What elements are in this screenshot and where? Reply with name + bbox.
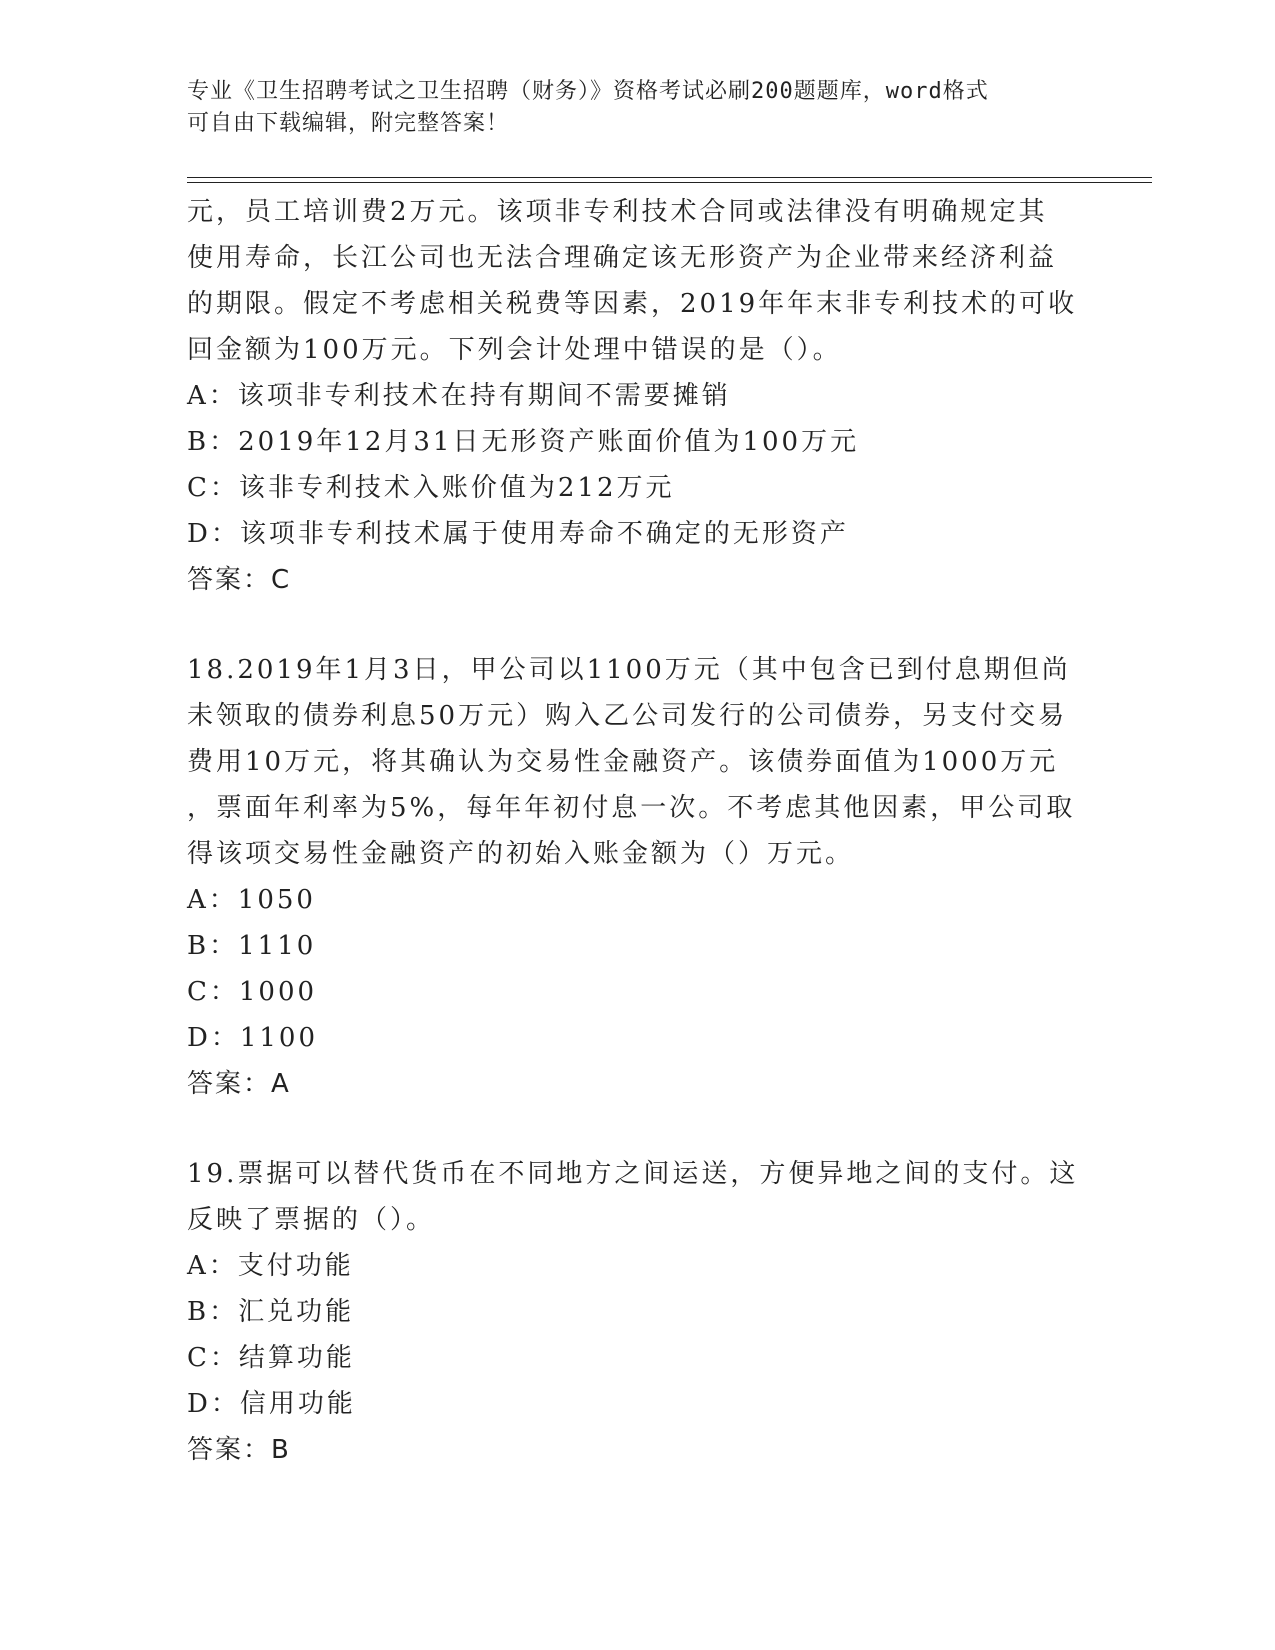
question-19-option-a: A：支付功能: [187, 1251, 354, 1281]
header-title-line-2: 可自由下载编辑，附完整答案！: [187, 111, 510, 136]
question-18-option-d: D：1100: [187, 1023, 319, 1053]
question-18-line-3: 费用10万元，将其确认为交易性金融资产。该债券面值为1000万元: [187, 747, 1059, 777]
question-17: [187, 189, 1087, 603]
question-18-answer: 答案：A: [187, 1069, 291, 1099]
question-19-line-1: 19.票据可以替代货币在不同地方之间运送，方便异地之间的支付。这: [187, 1159, 1079, 1189]
question-19: [187, 1151, 1087, 1473]
header-title-line-1: 专业《卫生招聘考试之卫生招聘（财务）》资格考试必刷200题题库，word格式: [187, 79, 989, 104]
question-17-line-4: 回金额为100万元。下列会计处理中错误的是（）。: [187, 335, 842, 365]
question-17-answer: 答案：C: [187, 565, 292, 595]
question-19-option-c: C：结算功能: [187, 1343, 355, 1373]
document-body: [187, 189, 1087, 1473]
header-divider-top: [187, 177, 1152, 178]
question-17-option-b: B：2019年12月31日无形资产账面价值为100万元: [187, 427, 860, 457]
page-header: [187, 76, 1087, 140]
question-17-option-d: D：该项非专利技术属于使用寿命不确定的无形资产: [187, 519, 849, 549]
question-19-option-d: D：信用功能: [187, 1389, 356, 1419]
question-17-line-1: 元，员工培训费2万元。该项非专利技术合同或法律没有明确规定其: [187, 197, 1048, 227]
question-18-line-5: 得该项交易性金融资产的初始入账金额为（）万元。: [187, 839, 855, 869]
question-19-answer: 答案：B: [187, 1435, 291, 1465]
question-18-line-2: 未领取的债券利息50万元）购入乙公司发行的公司债券，另支付交易: [187, 701, 1068, 731]
question-17-line-3: 的期限。假定不考虑相关税费等因素，2019年年末非专利技术的可收: [187, 289, 1078, 319]
header-divider-bottom: [187, 182, 1152, 183]
question-18-line-4: ，票面年利率为5%，每年年初付息一次。不考虑其他因素，甲公司取: [187, 793, 1076, 823]
question-18-option-a: A：1050: [187, 885, 316, 915]
question-18: [187, 647, 1087, 1107]
spacer: [187, 603, 1087, 647]
question-18-line-1: 18.2019年1月3日，甲公司以1100万元（其中包含已到付息期但尚: [187, 655, 1071, 685]
question-17-option-c: C：该非专利技术入账价值为212万元: [187, 473, 675, 503]
question-18-option-b: B：1110: [187, 931, 317, 961]
question-19-option-b: B：汇兑功能: [187, 1297, 355, 1327]
question-17-line-2: 使用寿命，长江公司也无法合理确定该无形资产为企业带来经济利益: [187, 243, 1058, 273]
question-18-option-c: C：1000: [187, 977, 318, 1007]
question-17-option-a: A：该项非专利技术在持有期间不需要摊销: [187, 381, 731, 411]
spacer: [187, 1107, 1087, 1151]
question-19-line-2: 反映了票据的（）。: [187, 1205, 436, 1235]
